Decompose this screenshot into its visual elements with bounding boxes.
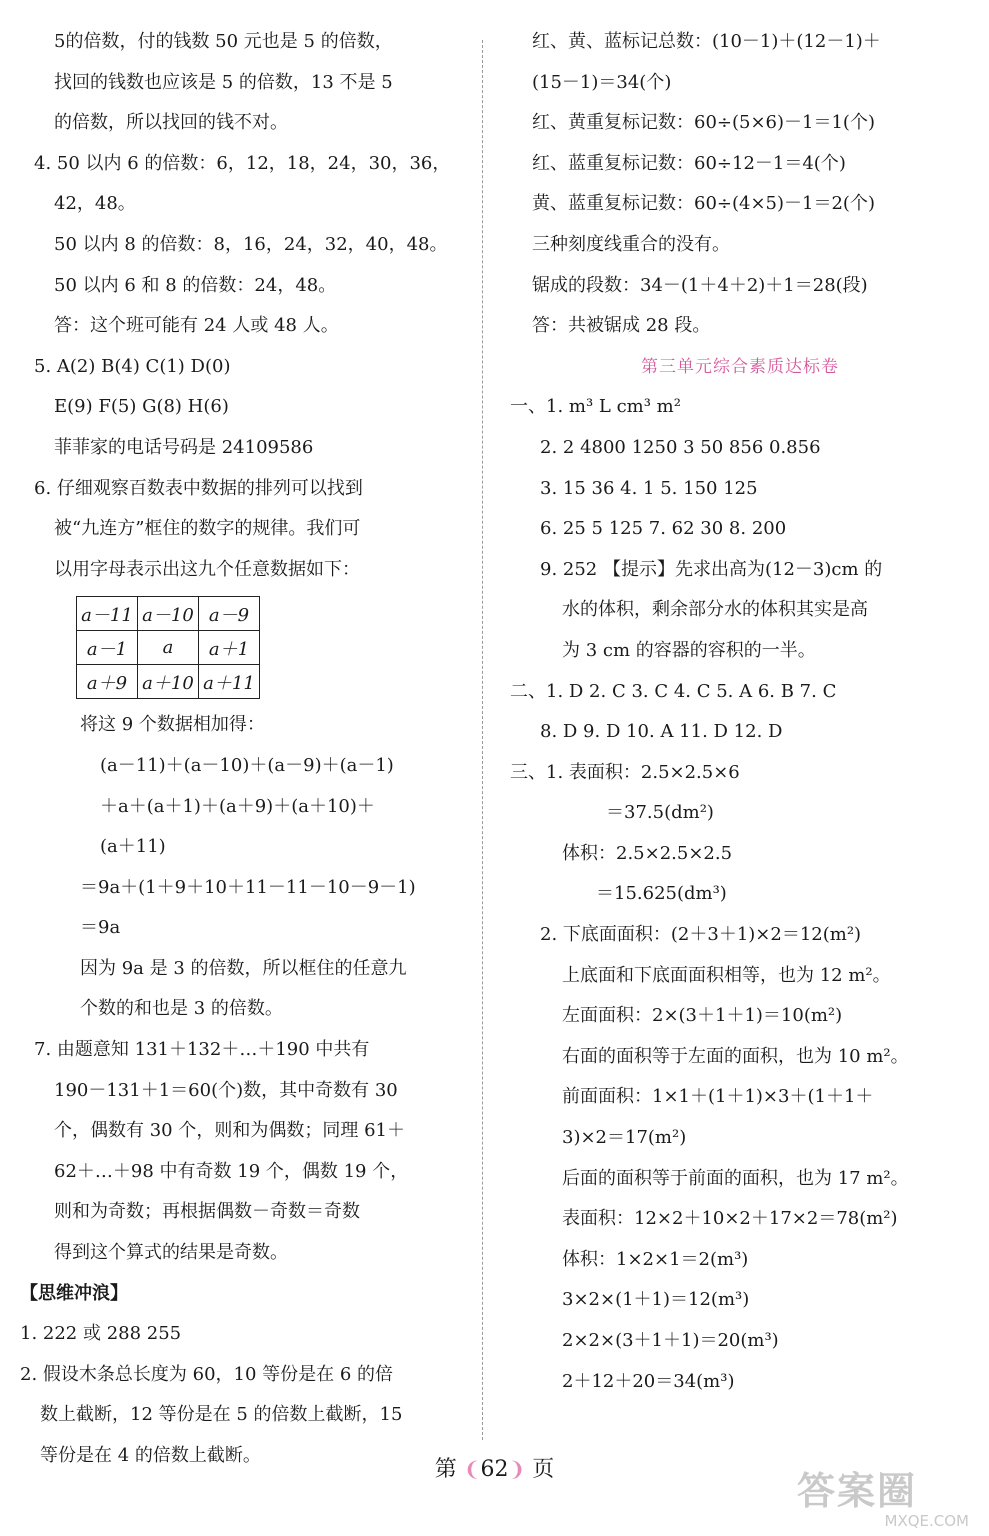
grid-cell: a－1 — [77, 631, 138, 665]
text-line: 等份是在 4 的倍数上截断。 — [40, 1445, 261, 1466]
text-line: 体积：1×2×1＝2(m³) — [562, 1248, 749, 1270]
bunny-ears-icon: ❨ — [463, 1457, 481, 1481]
text-line: 后面的面积等于前面的面积，也为 17 m²。 — [562, 1167, 909, 1189]
bunny-ears-icon-right: ❩ — [508, 1457, 526, 1481]
equation-line: ＝15.625(dm³) — [596, 883, 727, 905]
text-line: 50 以内 8 的倍数：8，16，24，32，40，48。 — [54, 233, 448, 255]
grid-cell: a＋1 — [199, 631, 260, 665]
text-line: 个，偶数有 30 个，则和为偶数；同理 61＋ — [54, 1120, 405, 1142]
text-line: (15－1)＝34(个) — [532, 71, 672, 93]
text-line: 则和为奇数；再根据偶数－奇数＝奇数 — [54, 1201, 360, 1223]
text-line: 红、蓝重复标记数：60÷12－1＝4(个) — [532, 152, 846, 174]
text-line: 5的倍数，付的钱数 50 元也是 5 的倍数， — [54, 31, 393, 52]
text-line: 红、黄重复标记数：60÷(5×6)－1＝1(个) — [532, 112, 875, 134]
text-line: 被“九连方”框住的数字的规律。我们可 — [54, 518, 361, 540]
text-line: 表面积：12×2＋10×2＋17×2＝78(m²) — [562, 1208, 898, 1230]
text-line: 62＋…＋98 中有奇数 19 个，偶数 19 个， — [54, 1160, 409, 1182]
section-heading: 【思维冲浪】 — [20, 1282, 128, 1304]
grid-cell: a－11 — [77, 597, 138, 631]
text-line: 找回的钱数也应该是 5 的倍数，13 不是 5 — [54, 71, 393, 93]
text-line: 水的体积，剩余部分水的体积其实是高 — [562, 599, 868, 621]
text-line: 得到这个算式的结果是奇数。 — [54, 1242, 288, 1264]
text-line: 数上截断，12 等份是在 5 的倍数上截断，15 — [40, 1404, 403, 1426]
grid-cell: a — [138, 631, 199, 665]
left-column — [20, 22, 460, 1477]
text-line: 前面面积：1×1＋(1＋1)×3＋(1＋1＋ — [562, 1086, 874, 1108]
text-line: 将这 9 个数据相加得： — [80, 714, 265, 736]
text-line: 9. 252 【提示】先求出高为(12－3)cm 的 — [540, 558, 883, 580]
text-line: 2×2×(3＋1＋1)＝20(m³) — [562, 1330, 779, 1351]
text-line: 以用字母表示出这九个任意数据如下： — [54, 558, 360, 580]
text-line: 2. 下底面面积：(2＋3＋1)×2＝12(m²) — [540, 924, 862, 946]
watermark-text: 答案圈 — [797, 1469, 918, 1513]
text-line: 3×2×(1＋1)＝12(m³) — [562, 1289, 750, 1311]
text-line: 190－131＋1＝60(个)数，其中奇数有 30 — [54, 1079, 398, 1101]
grid-cell: a＋9 — [77, 665, 138, 699]
right-column — [510, 22, 970, 1402]
section-title: 第三单元综合素质达标卷 — [641, 356, 839, 377]
answer-line: 答：共被锯成 28 段。 — [532, 315, 711, 337]
text-line: 42，48。 — [54, 193, 136, 215]
equation-line: ＝9a＋(1＋9＋10＋11－11－10－9－1) — [80, 876, 416, 898]
text-line: 左面面积：2×(3＋1＋1)＝10(m²) — [562, 1005, 843, 1027]
equation-line: (a－11)＋(a－10)＋(a－9)＋(a－1) — [100, 754, 394, 776]
text-line: 3)×2＝17(m²) — [562, 1127, 687, 1149]
text-line: 2＋12＋20＝34(m³) — [562, 1370, 735, 1392]
grid-cell: a－10 — [138, 597, 199, 631]
text-line: 3. 15 36 4. 1 5. 150 125 — [540, 477, 758, 499]
text-line: 2. 假设木条总长度为 60，10 等份是在 6 的倍 — [20, 1363, 394, 1385]
grid-cell: a＋11 — [199, 665, 260, 699]
question-5: 5. A(2) B(4) C(1) D(0) — [34, 355, 231, 377]
equation-line: ＝37.5(dm²) — [606, 802, 714, 824]
watermark-url: MXQE.COM — [884, 1512, 969, 1530]
grid-cell: a－9 — [199, 597, 260, 631]
page-suffix: 页 — [532, 1457, 555, 1482]
text-line: 的倍数，所以找回的钱不对。 — [54, 112, 288, 134]
part-three-line: 三、1. 表面积：2.5×2.5×6 — [510, 761, 740, 783]
text-line: 红、黄、蓝标记总数：(10－1)＋(12－1)＋ — [532, 31, 881, 52]
part-one-line: 一、1. m³ L cm³ m² — [510, 396, 681, 418]
text-line: 个数的和也是 3 的倍数。 — [80, 998, 283, 1020]
text-line: 黄、蓝重复标记数：60÷(4×5)－1＝2(个) — [532, 193, 875, 215]
equation-line: ＝9a — [80, 917, 121, 939]
text-line: 右面的面积等于左面的面积，也为 10 m²。 — [562, 1045, 909, 1067]
question-7: 7. 由题意知 131＋132＋…＋190 中共有 — [34, 1039, 370, 1061]
equation-line: ＋a＋(a＋1)＋(a＋9)＋(a＋10)＋ — [100, 795, 375, 817]
text-line: 体积：2.5×2.5×2.5 — [562, 842, 733, 864]
question-6: 6. 仔细观察百数表中数据的排列可以找到 — [34, 477, 363, 499]
grid-cell: a＋10 — [138, 665, 199, 699]
watermark-logo — [797, 1470, 977, 1534]
text-line: 6. 25 5 125 7. 62 30 8. 200 — [540, 518, 787, 540]
page-prefix: 第 — [434, 1457, 457, 1482]
question-4: 4. 50 以内 6 的倍数：6，12，18，24，30，36， — [34, 152, 451, 174]
part-two-line: 二、1. D 2. C 3. C 4. C 5. A 6. B 7. C — [510, 680, 837, 702]
text-line: E(9) F(5) G(8) H(6) — [54, 396, 229, 418]
text-line: 8. D 9. D 10. A 11. D 12. D — [540, 721, 783, 743]
text-line: 菲菲家的电话号码是 24109586 — [54, 436, 314, 458]
text-line: 为 3 cm 的容器的容积的一半。 — [562, 639, 816, 661]
text-line: 50 以内 6 和 8 的倍数：24，48。 — [54, 274, 337, 296]
text-line: 三种刻度线重合的没有。 — [532, 233, 730, 255]
equation-line: (a＋11) — [100, 836, 166, 858]
text-line: 锯成的段数：34－(1＋4＋2)＋1＝28(段) — [532, 274, 868, 296]
text-line: 2. 2 4800 1250 3 50 856 0.856 — [540, 436, 821, 458]
page-number: 62 — [480, 1457, 509, 1482]
nine-square-grid — [76, 596, 260, 699]
answer-line: 答：这个班可能有 24 人或 48 人。 — [54, 315, 339, 337]
text-line: 因为 9a 是 3 的倍数，所以框住的任意九 — [80, 957, 407, 979]
text-line: 1. 222 或 288 255 — [20, 1323, 182, 1345]
text-line: 上底面和下底面面积相等，也为 12 m²。 — [562, 964, 891, 986]
column-divider — [482, 40, 483, 1440]
